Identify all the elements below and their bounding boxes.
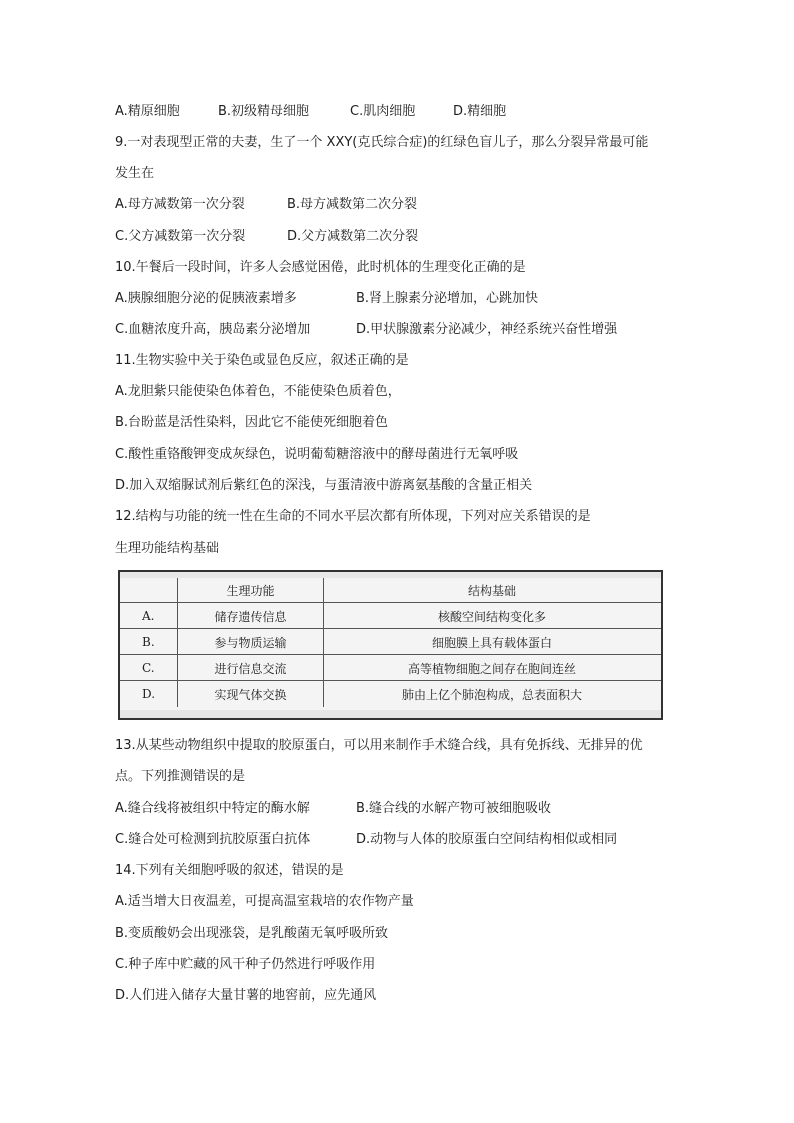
row-function: 储存遗传信息: [178, 603, 324, 629]
q14-option-b: B.变质酸奶会出现涨袋，是乳酸菌无氧呼吸所致: [115, 926, 389, 941]
q9-stem-line1: 9.一对表现型正常的夫妻，生了一个 XXY(克氏综合症)的红绿色盲儿子，那么分裂异常最可能: [115, 135, 649, 150]
row-label: D.: [120, 681, 178, 707]
q13-option-b: B.缝合线的水解产物可被细胞吸收: [356, 801, 552, 816]
q12-table: [118, 570, 663, 720]
row-structure: 高等植物细胞之间存在胞间连丝: [407, 661, 576, 676]
q8-option-a: A.精原细胞: [115, 104, 180, 119]
q9-stem-line2: 发生在: [115, 166, 155, 181]
table-row: [120, 602, 661, 629]
row-label: B.: [120, 629, 178, 655]
q9-option-b: B.母方减数第二次分裂: [287, 197, 418, 212]
q13-stem-line1: 13.从某些动物组织中提取的胶原蛋白，可以用来制作手术缝合线，具有免拆线、无排异的优: [115, 738, 643, 753]
header-cell-function: 生理功能: [178, 578, 324, 602]
q8-option-b: B.初级精母细胞: [218, 104, 310, 119]
row-structure: 肺由上亿个肺泡构成，总表面积大: [401, 687, 582, 702]
q8-option-d: D.精细胞: [453, 104, 507, 119]
row-structure: 细胞膜上具有载体蛋白: [431, 635, 552, 650]
row-function: 参与物质运输: [178, 629, 324, 655]
table-row: [120, 628, 661, 655]
q8-option-c: C.肌肉细胞: [350, 104, 416, 119]
q11-stem: 11.生物实验中关于染色或显色反应，叙述正确的是: [115, 353, 409, 368]
q12-subline: 生理功能结构基础: [115, 541, 220, 556]
q13-option-c: C.缝合处可检测到抗胶原蛋白抗体: [115, 832, 311, 847]
q11-option-c: C.酸性重铬酸钾变成灰绿色，说明葡萄糖溶液中的酵母菌进行无氧呼吸: [115, 447, 519, 462]
table-row: [120, 680, 661, 707]
table-row: [120, 654, 661, 681]
table-header-row: [120, 578, 661, 602]
q14-option-a: A.适当增大日夜温差，可提高温室栽培的农作物产量: [115, 894, 414, 909]
q11-option-d: D.加入双缩脲试剂后紫红色的深浅，与蛋清液中游离氨基酸的含量正相关: [115, 478, 533, 493]
q9-option-d: D.父方减数第二次分裂: [287, 229, 419, 244]
row-function: 实现气体交换: [178, 681, 324, 707]
q13-option-a: A.缝合线将被组织中特定的酶水解: [115, 801, 310, 816]
q9-option-a: A.母方减数第一次分裂: [115, 197, 245, 212]
q14-stem: 14.下列有关细胞呼吸的叙述，错误的是: [115, 863, 344, 878]
row-function: 进行信息交流: [178, 655, 324, 681]
row-label: C.: [120, 655, 178, 681]
row-structure: 核酸空间结构变化多: [437, 609, 546, 624]
table-scan-edge-bottom: [120, 710, 661, 718]
q10-option-d: D.甲状腺激素分泌减少，神经系统兴奋性增强: [356, 322, 618, 337]
q10-option-b: B.肾上腺素分泌增加，心跳加快: [356, 291, 539, 306]
q12-stem: 12.结构与功能的统一性在生命的不同水平层次都有所体现，下列对应关系错误的是: [115, 509, 591, 524]
q10-stem: 10.午餐后一段时间，许多人会感觉困倦，此时机体的生理变化正确的是: [115, 260, 526, 275]
header-cell-structure: 结构基础: [467, 583, 516, 598]
q9-option-c: C.父方减数第一次分裂: [115, 229, 246, 244]
q10-option-a: A.胰腺细胞分泌的促胰液素增多: [115, 291, 297, 306]
q10-option-c: C.血糖浓度升高，胰岛素分泌增加: [115, 322, 311, 337]
q11-option-a: A.龙胆紫只能使染色体着色，不能使染色质着色，: [115, 384, 401, 399]
q14-option-c: C.种子库中贮藏的风干种子仍然进行呼吸作用: [115, 957, 376, 972]
q13-option-d: D.动物与人体的胶原蛋白空间结构相似或相同: [356, 832, 618, 847]
q14-option-d: D.人们进入储存大量甘薯的地窖前，应先通风: [115, 988, 377, 1003]
q13-stem-line2: 点。下列推测错误的是: [115, 769, 246, 784]
row-label: A.: [120, 603, 178, 629]
q11-option-b: B.台盼蓝是活性染料，因此它不能使死细胞着色: [115, 415, 389, 430]
header-cell-label: [120, 578, 178, 602]
